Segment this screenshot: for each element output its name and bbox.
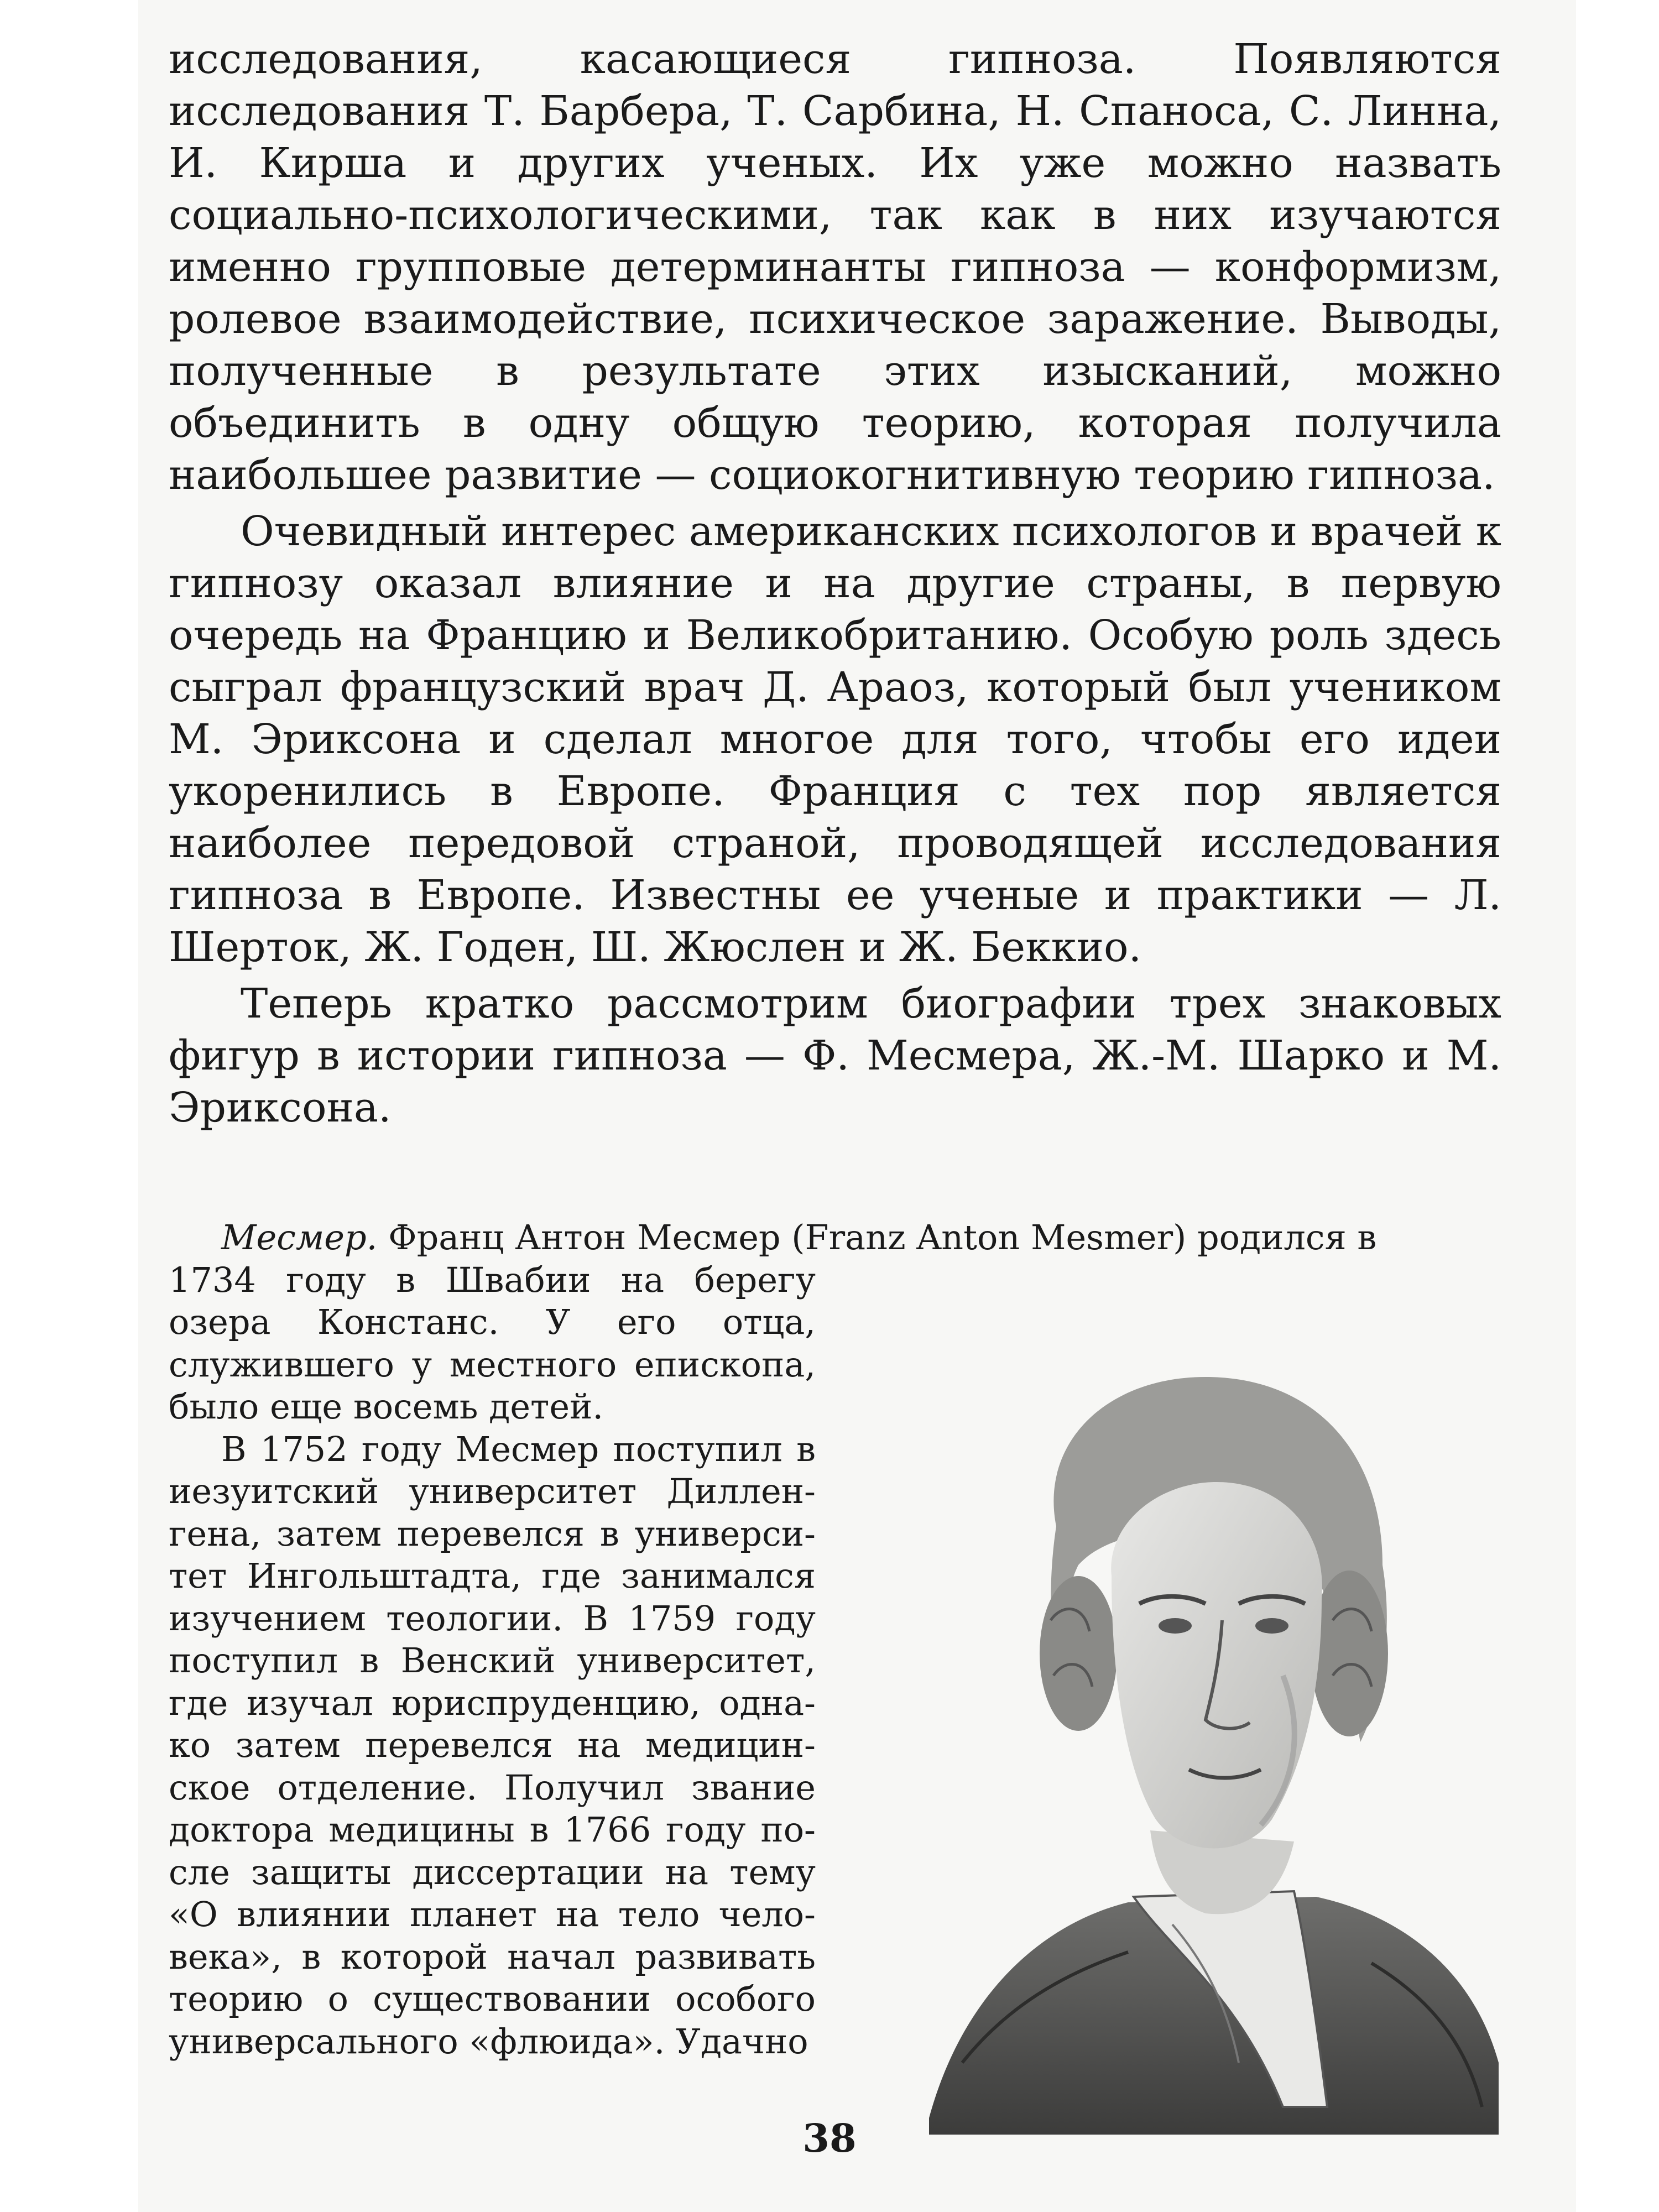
mesmer-lead-name: Месмер. xyxy=(221,1217,378,1258)
paragraph-2: Очевидный интерес американских психологов и врачей к гипнозу оказал влияние и на другие страны, в первую очередь на Францию и Великобританию. Особую роль здесь сыграл французский врач Д. Араоз, который был учеником М. Эриксона и сделал многое для того, чтобы его идеи укоренились в Европе. Франция с тех пор является наиболее передовой страной, проводящей исследования гипноза в Европе. Известны ее ученые и практики — Л. Шерток, Ж. Годен, Ш. Жюслен и Ж. Беккио. xyxy=(169,508,1501,971)
page-margin-left xyxy=(0,0,138,2212)
mesmer-paragraph-1: 1734 году в Швабии на берегу озера Констанс. У его отца, служившего у местного епископа, было еще восемь детей. xyxy=(169,1259,816,1427)
mesmer-column xyxy=(169,1217,816,2063)
mesmer-paragraph-2: В 1752 году Месмер поступил в иезуитский университет Дилленгена, затем перевелся в университет Ингольштадта, где занимался изучением теологии. В 1759 году поступил в Венский университет, где изучал юриспруденцию, однако затем перевелся на медицинское отделение. Получил звание доктора медицины в 1766 году после защиты диссертации на тему «О влиянии планет на тело человека», в которой начал развивать теорию о существовании особого универсального «флюида». Удачно xyxy=(169,1428,816,2062)
page-number: 38 xyxy=(802,2115,857,2161)
mesmer-first-line xyxy=(169,1217,1501,1259)
paragraph-1: исследования, касающиеся гипноза. Появляются исследования Т. Барбера, Т. Сарбина, Н. Спаноса, С. Линна, И. Кирша и других ученых. Их уже можно назвать социально-психологическими, так как в них изучаются именно групповые детерминанты гипноза — конформизм, ролевое взаимодействие, психическое заражение. Выводы, полученные в результате этих изысканий, можно объединить в одну общую теорию, которая получила наибольшее развитие — социокогнитивную теорию гипноза. xyxy=(169,35,1501,499)
paragraph-3: Теперь кратко рассмотрим биографии трех знаковых фигур в истории гипноза — Ф. Месмера, Ж.-М. Шарко и М. Эриксона. xyxy=(169,980,1501,1131)
mesmer-first-line-text: Франц Антон Месмер (Franz Anton Mesmer) родился в xyxy=(388,1217,1377,1258)
main-text xyxy=(169,33,1501,1134)
page-margin-right xyxy=(1576,0,1659,2212)
mesmer-portrait xyxy=(896,1344,1510,2135)
